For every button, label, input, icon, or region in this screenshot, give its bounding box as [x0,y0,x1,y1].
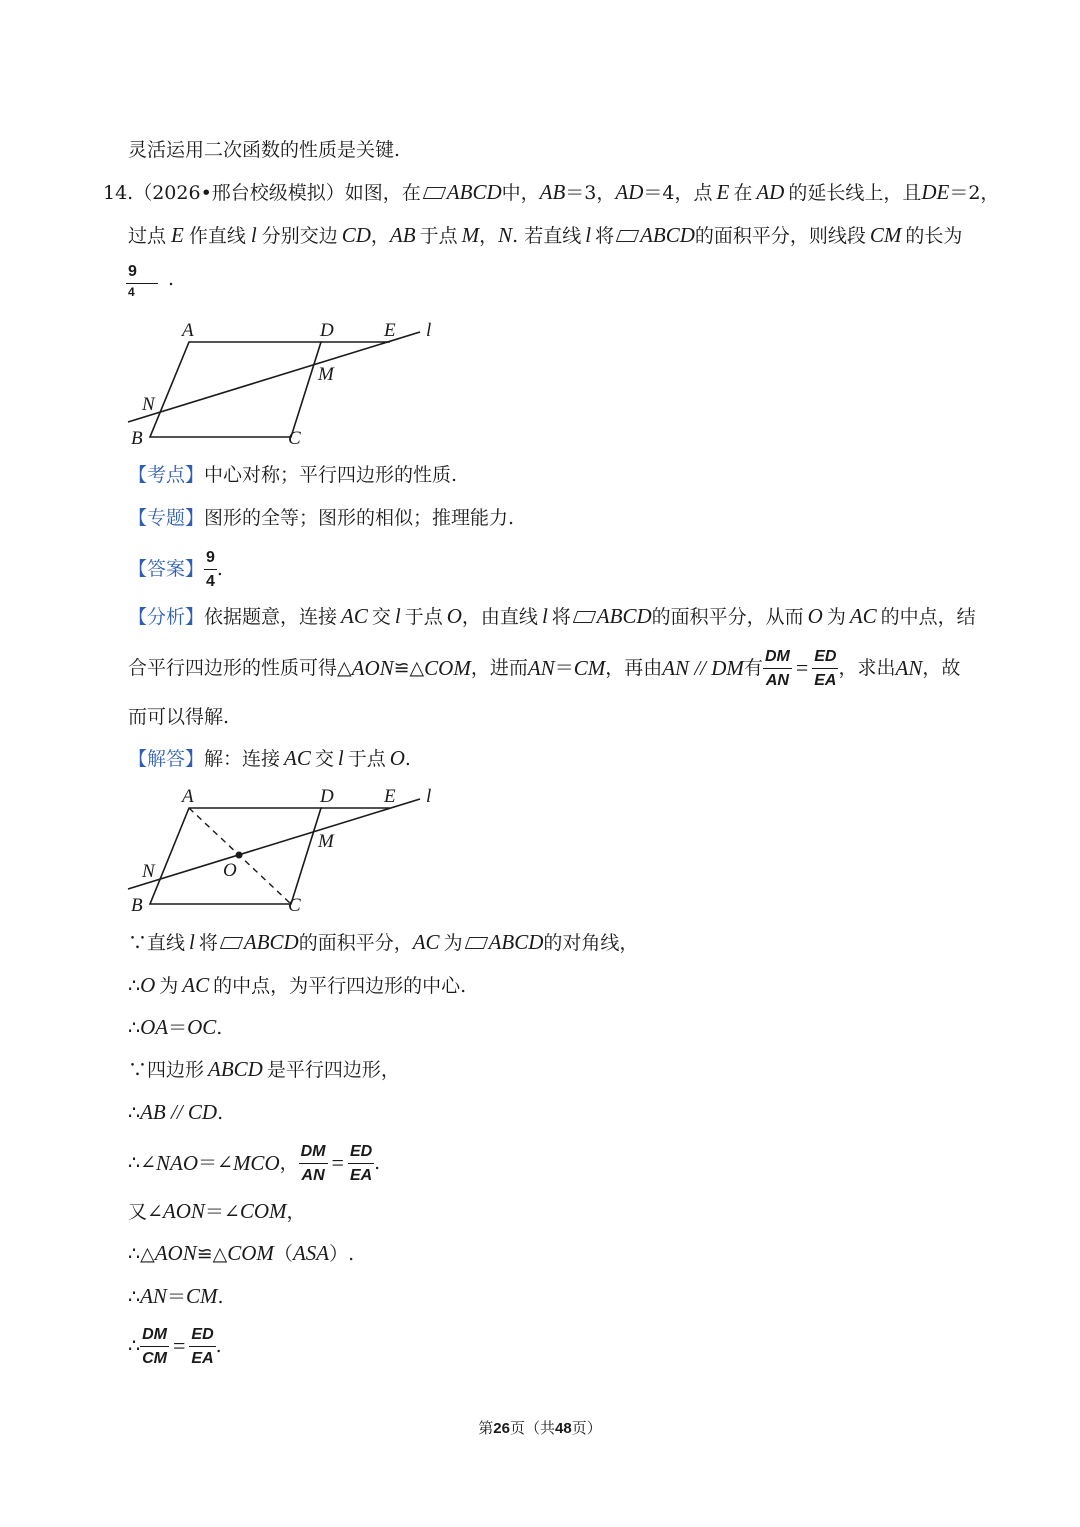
equals-sign: = [172,1333,186,1358]
text: 灵活运用二次函数的性质是关键. [128,139,401,161]
math: N [498,223,513,247]
text: 而可以得解. [128,706,230,728]
text: 解：连接 [204,748,281,770]
text: ∴ [128,1017,141,1039]
line-l [128,332,420,422]
text: 的面积平分， [298,932,413,954]
section-jieda [128,746,411,771]
math: DE [921,180,950,204]
math: E [171,223,184,247]
label-c: C [288,895,301,916]
text: ≌△ [393,657,425,679]
text: ＝∠ [198,1152,233,1174]
math: DM [711,656,744,680]
tag-label: 【答案】 [128,558,205,580]
math: l [541,604,548,628]
math: CM [869,223,902,247]
label-e: E [384,320,396,341]
label-l: l [426,786,432,807]
text: ∴ [128,1335,141,1357]
math: ABCD [640,223,695,247]
math: M [461,223,480,247]
equals-sign: = [331,1150,344,1175]
problem-source: （2026•邢台校级模拟） [133,182,345,204]
math: AC [182,973,210,997]
text: ＝4，点 [643,182,713,204]
denominator: EA [349,1166,373,1184]
text: ， [370,225,390,247]
math: AN [895,656,923,680]
answer-fraction [204,548,217,591]
text: 于点 [419,225,458,247]
parallelogram-icon [573,611,596,623]
text: 交 [371,606,391,628]
page-footer [0,1417,1080,1438]
text: ∴△ [128,1243,155,1265]
figure-parallelogram-with-diagonal [120,780,450,920]
text: 的对角线， [543,932,639,954]
text: 在 [733,182,753,204]
math: CM [573,656,606,680]
text: ， [279,1152,299,1174]
parallelogram-icon [220,937,243,949]
fraction-ed-ea [348,1142,374,1185]
fraction-dm-an [299,1142,328,1185]
section-zhuanti [128,506,514,530]
math: E [716,180,730,204]
math: COM [239,1199,287,1223]
text: 的中点，结 [880,606,976,628]
math: COM [424,656,471,680]
section-fenxi-line-1 [128,604,976,629]
denominator: EA [191,1349,214,1367]
text: ＝ [554,657,574,679]
math: AD [756,180,785,204]
section-fenxi-line-3 [128,705,229,729]
text: 的延长线上，且 [788,182,922,204]
text: . [216,1017,223,1039]
text: 图形的全等；图形的相似；推理能力. [204,507,515,529]
step-1 [128,930,638,955]
section-daan [128,547,223,591]
numerator: ED [189,1325,215,1347]
text: 的面积平分，从而 [651,606,804,628]
math: OA [140,1015,169,1039]
point-o [236,852,243,859]
text: 有 [743,657,763,679]
math: AN [527,656,555,680]
step-6 [128,1141,380,1185]
text: 合平行四边形的性质可得△ [128,657,352,679]
parallelogram-icon [464,937,487,949]
denominator: AN [301,1166,325,1184]
fraction-dm-cm [140,1325,169,1368]
math: O [389,746,405,770]
text: ，进而 [470,657,528,679]
math: AON [351,656,394,680]
math: OC [187,1015,217,1039]
text: 作直线 [188,225,246,247]
problem-stem-line-1 [103,180,999,205]
text: . 若直线 [512,225,582,247]
step-9 [128,1284,224,1309]
text: ＝ [168,1017,188,1039]
text: . [404,748,411,770]
text: . [216,558,223,580]
problem-number: 14. [103,182,134,204]
line-l [128,799,420,889]
text: 的面积平分，则线段 [694,225,866,247]
math: l [189,930,195,954]
parallelogram-icon [423,187,446,199]
math: AN [140,1284,167,1308]
numerator: DM [763,647,792,669]
text: 交 [314,748,334,770]
label-a: A [182,320,194,341]
label-m: M [318,831,334,852]
text: ，求出 [838,657,896,679]
figure-parallelogram [120,312,450,452]
math: AN [662,656,690,680]
math: MCO [232,1151,280,1175]
text: ＝3， [565,182,616,204]
step-5 [128,1100,223,1125]
step-3 [128,1015,222,1040]
text: 中心对称；平行四边形的性质. [204,464,458,486]
text: . [168,268,175,290]
math: ABCD [446,180,502,204]
math: AON [162,1199,205,1223]
math: l [585,223,592,247]
numerator: 9 [204,548,217,570]
text: 过点 [128,225,167,247]
text: ）. [329,1243,355,1265]
fraction-ed-ea [189,1325,215,1368]
math: COM [227,1241,274,1265]
math: AC [412,930,440,954]
text: 是平行四边形， [266,1059,400,1081]
tag-label: 【考点】 [128,464,205,486]
label-a: A [182,786,194,807]
math: O [446,604,462,628]
text: 的长为 [905,225,963,247]
label-m: M [318,364,334,385]
text: 第 [478,1419,494,1437]
text: 为 [443,932,463,954]
text: ，由直线 [461,606,538,628]
step-7 [128,1199,306,1224]
math: ABCD [208,1057,263,1081]
text: ∴ [128,1286,141,1308]
text: ∵四边形 [128,1059,205,1081]
section-fenxi-line-2 [128,646,960,690]
tag-label: 【解答】 [128,748,205,770]
text: ＝∠ [204,1201,240,1223]
step-10 [128,1324,222,1368]
fraction-ed-ea [812,647,838,690]
numerator: DM [299,1142,328,1164]
text: （ [273,1243,293,1265]
math: O [807,604,823,628]
numerator: 9 [126,262,158,284]
text: 为 [159,975,179,997]
text: 页（共 [509,1419,555,1437]
text: ∴∠ [128,1152,157,1174]
math: AB [389,223,416,247]
text: 依据题意，连接 [204,606,338,628]
math: AB [539,180,566,204]
text: 将 [595,225,615,247]
math: l [394,604,401,628]
math: ABCD [488,930,544,954]
text: ∵直线 [128,932,186,954]
text: 于点 [347,748,386,770]
text: ， [286,1201,306,1223]
text: ∴ [128,1102,141,1124]
math: CM [185,1284,218,1308]
math: CD [187,1100,218,1124]
math: ABCD [596,604,652,628]
answer-blank [126,262,174,298]
problem-stem-line-2 [128,223,962,248]
label-e: E [384,786,396,807]
text: ＝2， [949,182,1000,204]
math: l [250,223,257,247]
math: ASA [292,1241,330,1265]
math: AC [284,746,311,770]
parallel-symbol: // [689,656,712,680]
text: . [217,1286,224,1308]
text: . [215,1335,222,1357]
text: 分别交边 [261,225,338,247]
numerator: ED [812,647,838,669]
text: ∴ [128,975,141,997]
parallel-symbol: // [165,1100,188,1124]
label-o: O [223,860,237,881]
math: ABCD [243,930,299,954]
text: ，再由 [605,657,663,679]
text: ， [479,225,499,247]
denominator: AN [765,671,789,689]
label-b: B [131,895,143,916]
previous-solution-tail [128,138,400,162]
math: AON [154,1241,197,1265]
math: AC [341,604,368,628]
text: 的中点，为平行四边形的中心. [213,975,467,997]
text: 将 [551,606,571,628]
math: O [140,973,156,997]
denominator: EA [814,671,837,689]
label-c: C [288,428,301,449]
label-l: l [426,320,432,341]
label-n: N [142,394,155,415]
label-d: D [320,320,334,341]
numerator: DM [140,1325,169,1347]
text: ，故 [922,657,961,679]
tag-label: 【专题】 [128,507,205,529]
text: 于点 [404,606,443,628]
text: 如图，在 [344,182,421,204]
section-kaodian [128,463,457,487]
numerator: ED [348,1142,374,1164]
text: 页） [571,1419,602,1437]
text: 又∠ [128,1201,163,1223]
label-b: B [131,428,143,449]
math: AB [140,1100,166,1124]
step-2 [128,973,466,998]
label-d: D [320,786,334,807]
math: AD [615,180,644,204]
denominator: 4 [206,572,215,590]
text: 为 [826,606,846,628]
text: . [374,1152,381,1174]
equals-sign: = [795,655,809,680]
text: 中， [501,182,540,204]
denominator: 4 [128,285,135,299]
math: AC [849,604,877,628]
total-pages: 48 [555,1420,572,1437]
step-8 [128,1241,354,1266]
answer-fraction [126,262,158,298]
parallelogram-icon [616,230,639,242]
text: ＝ [166,1286,186,1308]
denominator: CM [142,1349,167,1367]
math: NAO [156,1151,199,1175]
text: ≌△ [196,1243,228,1265]
tag-label: 【分析】 [128,606,205,628]
math: l [337,746,344,770]
label-n: N [142,861,155,882]
step-4 [128,1057,400,1082]
page-number: 26 [493,1420,510,1437]
text: 将 [198,932,218,954]
math: CD [341,223,371,247]
text: . [217,1102,224,1124]
fraction-dm-an [763,647,792,690]
